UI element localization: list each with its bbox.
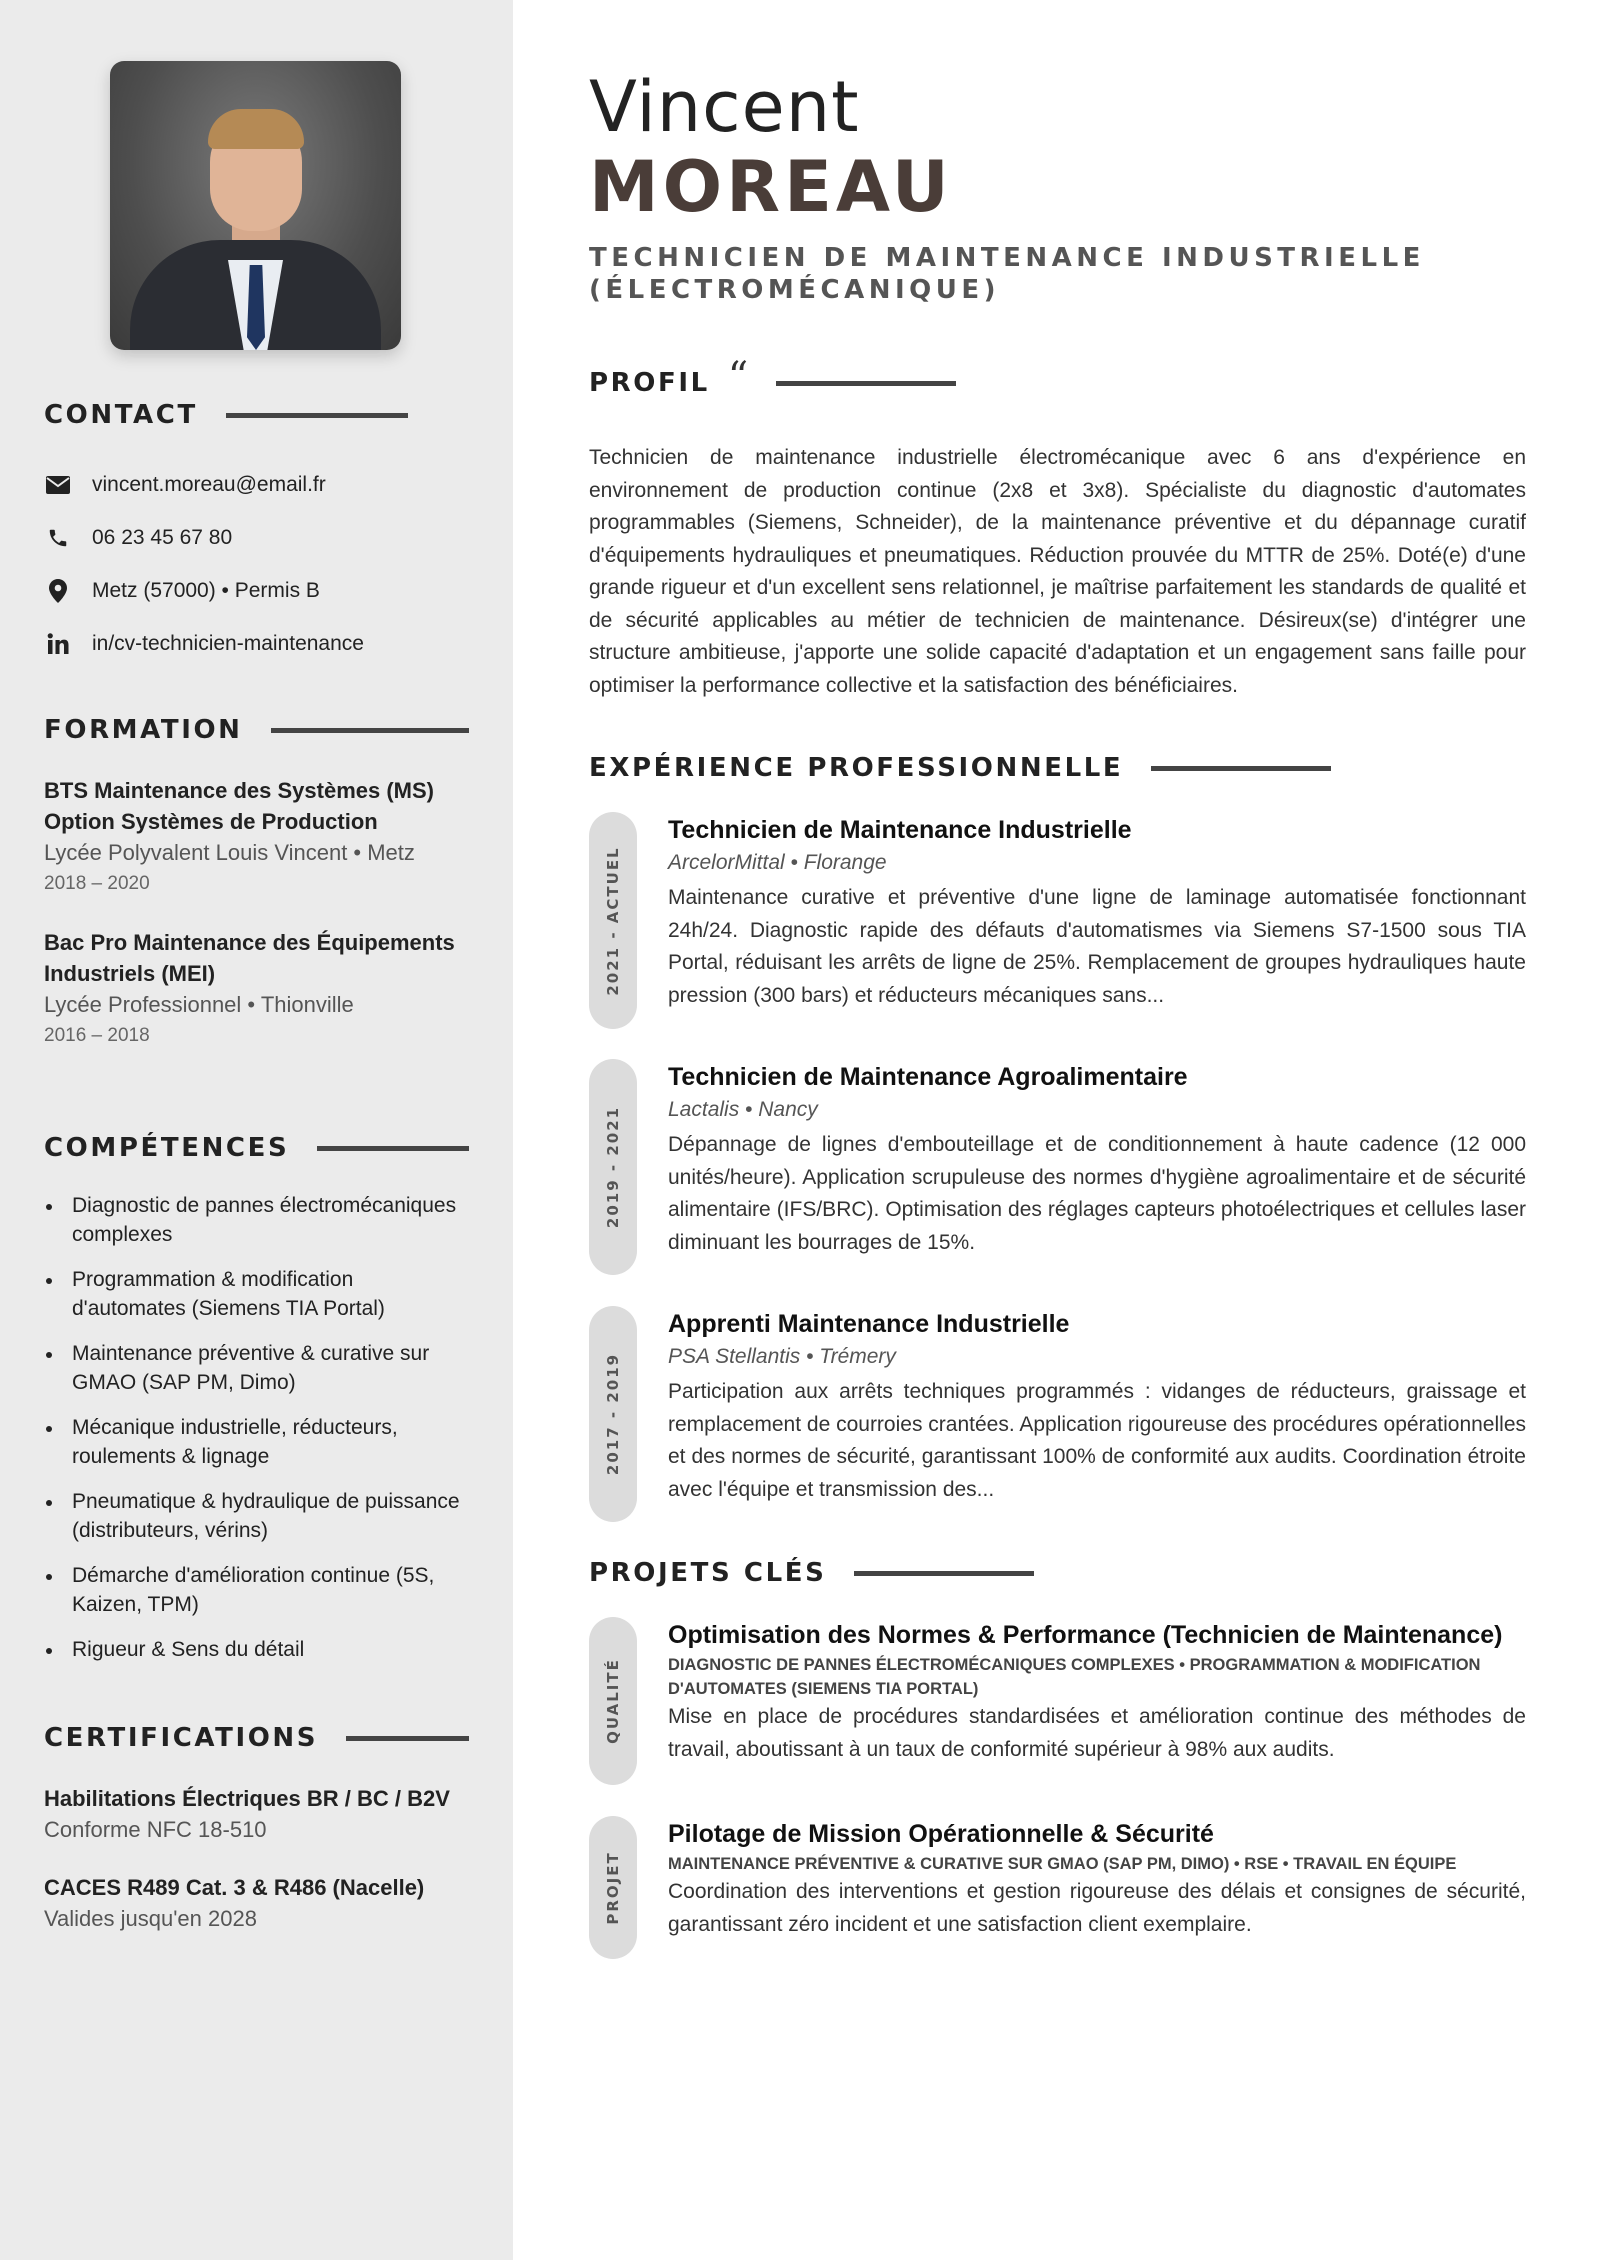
contact-phone[interactable]: 06 23 45 67 80 bbox=[92, 525, 233, 549]
period-pill bbox=[589, 1059, 637, 1275]
experience-title: Technicien de Maintenance Agroalimentaire bbox=[668, 1063, 1188, 1091]
formation-item bbox=[44, 775, 469, 899]
skill-item: Diagnostic de pannes électromécaniques complexes bbox=[44, 1191, 469, 1249]
formation-heading: FORMATION bbox=[44, 715, 243, 745]
phone-icon bbox=[44, 526, 72, 550]
experience-period: 2017 - 2019 bbox=[604, 1352, 622, 1476]
period-pill bbox=[589, 1306, 637, 1522]
project-skills: DIAGNOSTIC DE PANNES ÉLECTROMÉCANIQUES COMPLEXES • PROGRAMMATION & MODIFICATION D'AUTOMATES (SIEMENS TIA PORTAL) bbox=[668, 1656, 1481, 1698]
project-description: Mise en place de procédures standardisées et amélioration continue des méthodes de travail, aboutissant à un taux de conformité supérieur à 98% aux audits. bbox=[668, 1705, 1526, 1761]
certification-name: Habilitations Électriques BR / BC / B2V bbox=[44, 1786, 450, 1811]
first-name: Vincent bbox=[589, 66, 860, 148]
contact-linkedin-row[interactable] bbox=[44, 617, 469, 670]
certification-name: CACES R489 Cat. 3 & R486 (Nacelle) bbox=[44, 1875, 425, 1900]
competences-heading: COMPÉTENCES bbox=[44, 1133, 290, 1163]
experience-title: Apprenti Maintenance Industrielle bbox=[668, 1310, 1070, 1338]
profil-text: Technicien de maintenance industrielle électromécanique avec 6 ans d'expérience en environnement de production continue (2x8 et 3x8). Spécialiste du diagnostic d'automates programmables (Siemens, Schneider), de la maintenance préventive et du dépannage curatif d'équipements hydrauliques et pneumatiques. Réduction prouvée du MTTR de 25%. Doté(e) d'une grande rigueur et d'un excellent sens relationnel, je maîtrise parfaitement les standards de qualité et de sécurité applicables au métier de technicien de maintenance. Désireux(se) d'intégrer une structure ambitieuse, j'apporte une solide capacité d'adaptation et un engagement sans faille pour optimiser la performance collective et la satisfaction des bénéficiaires. bbox=[589, 446, 1526, 697]
sidebar bbox=[0, 0, 513, 2260]
experience-heading: EXPÉRIENCE PROFESSIONNELLE bbox=[589, 753, 1124, 783]
formation-section bbox=[44, 715, 469, 1051]
experience-period: 2021 - ACTUEL bbox=[604, 845, 622, 996]
project-title: Pilotage de Mission Opérationnelle & Sécurité bbox=[668, 1820, 1214, 1848]
project-description: Coordination des interventions et gestion rigoureuse des délais et consignes de sécurité, garantissant zéro incident et une satisfaction client exemplaire. bbox=[668, 1880, 1526, 1936]
project-tag: PROJET bbox=[604, 1850, 622, 1925]
certification-detail: Conforme NFC 18-510 bbox=[44, 1817, 267, 1842]
profil-section bbox=[589, 354, 1526, 702]
skill-item: Démarche d'amélioration continue (5S, Kaizen, TPM) bbox=[44, 1561, 469, 1619]
formation-degree: BTS Maintenance des Systèmes (MS) Option Systèmes de Production bbox=[44, 778, 435, 834]
experience-company: Lactalis • Nancy bbox=[668, 1098, 818, 1121]
experience-description: Maintenance curative et préventive d'une ligne de laminage automatisée fonctionnant 24h/24. Diagnostic rapide des défauts d'automatismes via Siemens S7-1500 sous TIA Portal, réduisant les arrêts de ligne de 25%. Remplacement de groupes hydrauliques haute pression (300 bars) et réducteurs mécaniques sans... bbox=[668, 886, 1526, 1007]
competences-section bbox=[44, 1133, 469, 1680]
formation-item bbox=[44, 927, 469, 1051]
quote-icon: “ bbox=[727, 354, 749, 400]
skill-item: Pneumatique & hydraulique de puissance (distributeurs, vérins) bbox=[44, 1487, 469, 1545]
project-title: Optimisation des Normes & Performance (Technicien de Maintenance) bbox=[668, 1621, 1503, 1649]
contact-email[interactable]: vincent.moreau@email.fr bbox=[92, 472, 326, 496]
contact-heading-rule bbox=[226, 413, 408, 418]
skill-item: Rigueur & Sens du détail bbox=[44, 1635, 469, 1664]
contact-phone-row[interactable] bbox=[44, 511, 469, 564]
contact-email-row[interactable] bbox=[44, 458, 469, 511]
certifications-heading-rule bbox=[346, 1736, 469, 1741]
project-tag: QUALITÉ bbox=[604, 1658, 622, 1744]
formation-years: 2016 – 2018 bbox=[44, 1025, 150, 1046]
experience-period: 2019 - 2021 bbox=[604, 1105, 622, 1229]
projets-heading: PROJETS CLÉS bbox=[589, 1558, 827, 1588]
linkedin-icon bbox=[44, 632, 72, 656]
projets-section bbox=[589, 1558, 1526, 1588]
formation-years: 2018 – 2020 bbox=[44, 873, 150, 894]
experience-heading-rule bbox=[1151, 766, 1331, 771]
envelope-icon bbox=[44, 473, 72, 497]
map-pin-icon bbox=[44, 579, 72, 603]
experience-description: Participation aux arrêts techniques programmés : vidanges de réducteurs, graissage et remplacement de courroies crantées. Application rigoureuse des procédures opérationnelles et des normes de sécurité, garantissant 100% de conformité aux audits. Coordination étroite avec l'équipe et transmission des... bbox=[668, 1380, 1526, 1501]
skill-item: Programmation & modification d'automates (Siemens TIA Portal) bbox=[44, 1265, 469, 1323]
period-pill bbox=[589, 812, 637, 1029]
contact-heading: CONTACT bbox=[44, 400, 198, 430]
projets-heading-rule bbox=[854, 1571, 1034, 1576]
skill-item: Mécanique industrielle, réducteurs, roulements & lignage bbox=[44, 1413, 469, 1471]
competences-heading-rule bbox=[317, 1146, 469, 1151]
job-title: TECHNICIEN DE MAINTENANCE INDUSTRIELLE (ÉLECTROMÉCANIQUE) bbox=[589, 243, 1425, 305]
profil-heading: PROFIL bbox=[589, 368, 710, 398]
certifications-heading: CERTIFICATIONS bbox=[44, 1723, 319, 1753]
certification-detail: Valides jusqu'en 2028 bbox=[44, 1906, 257, 1931]
experience-section bbox=[589, 753, 1526, 783]
contact-location: Metz (57000) • Permis B bbox=[92, 578, 320, 602]
experience-description: Dépannage de lignes d'embouteillage et de conditionnement à haute cadence (12 000 unités/heure). Application scrupuleuse des normes d'hygiène agroalimentaire et de sécurité alimentaire (IFS/BRC). Optimisation des réglages capteurs photoélectriques et cellules laser diminuant les bourrages de 15%. bbox=[668, 1133, 1526, 1254]
profil-heading-rule bbox=[776, 381, 956, 386]
formation-school: Lycée Professionnel • Thionville bbox=[44, 992, 354, 1017]
contact-location-row bbox=[44, 564, 469, 617]
project-tag-pill bbox=[589, 1816, 637, 1959]
experience-title: Technicien de Maintenance Industrielle bbox=[668, 816, 1132, 844]
project-skills: MAINTENANCE PRÉVENTIVE & CURATIVE SUR GMAO (SAP PM, DIMO) • RSE • TRAVAIL EN ÉQUIPE bbox=[668, 1855, 1457, 1873]
certification-item bbox=[44, 1872, 469, 1935]
skills-list bbox=[44, 1191, 469, 1664]
project-tag-pill bbox=[589, 1617, 637, 1785]
last-name: MOREAU bbox=[589, 146, 953, 228]
certification-item bbox=[44, 1783, 469, 1846]
certifications-section bbox=[44, 1723, 469, 1935]
formation-heading-rule bbox=[271, 728, 469, 733]
experience-company: ArcelorMittal • Florange bbox=[668, 851, 887, 874]
skill-item: Maintenance préventive & curative sur GMAO (SAP PM, Dimo) bbox=[44, 1339, 469, 1397]
formation-degree: Bac Pro Maintenance des Équipements Industriels (MEI) bbox=[44, 930, 455, 986]
main-content bbox=[589, 0, 1526, 2260]
formation-school: Lycée Polyvalent Louis Vincent • Metz bbox=[44, 840, 415, 865]
experience-company: PSA Stellantis • Trémery bbox=[668, 1345, 896, 1368]
profile-photo bbox=[110, 61, 401, 350]
contact-section bbox=[44, 400, 469, 670]
contact-linkedin[interactable]: in/cv-technicien-maintenance bbox=[92, 631, 364, 655]
